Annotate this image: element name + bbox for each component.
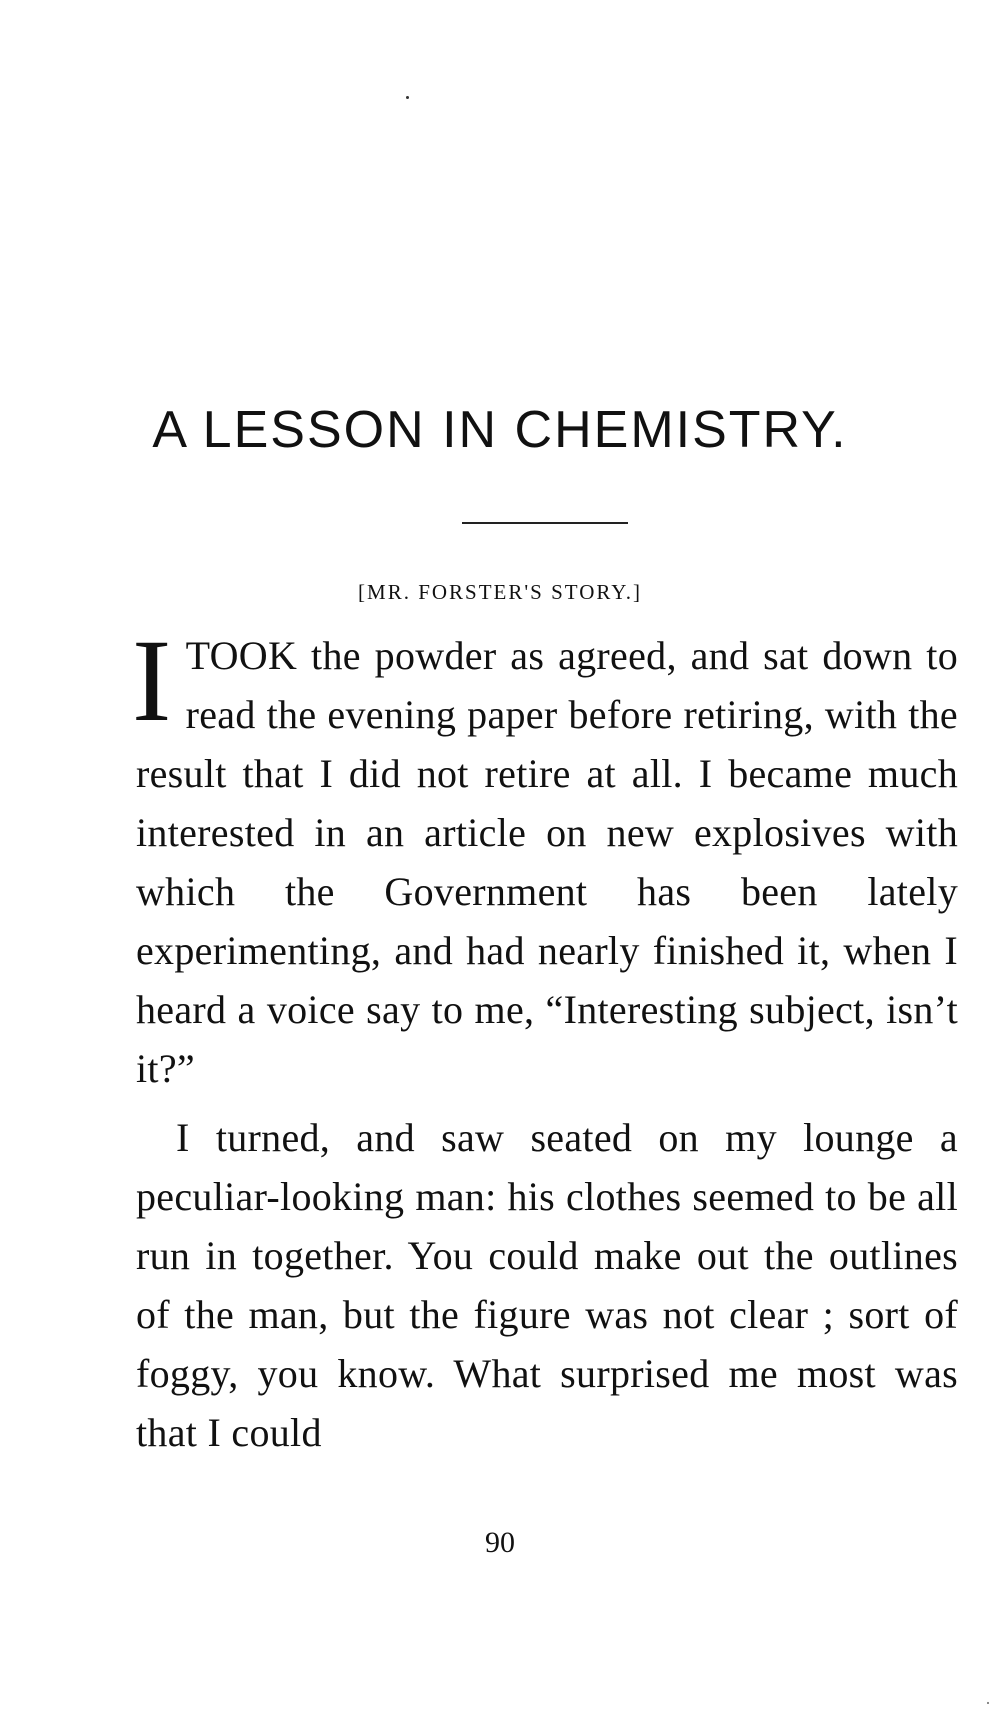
page-number: 90 — [485, 1526, 515, 1559]
scan-mark: · — [985, 1693, 991, 1713]
paragraph-1 — [132, 615, 958, 1098]
paragraph-2: I turned, and saw seated on my lounge a peculiar-looking man: his clothes seemed to be all run in together. You could make out the outlines of the man, but the figure was not clear ; sort of foggy, you know. What surprised me most was that I could — [136, 1115, 958, 1455]
ink-speck — [406, 96, 409, 99]
chapter-subtitle: [MR. FORSTER'S STORY.] — [358, 580, 642, 604]
title-divider — [462, 522, 628, 524]
drop-cap: I — [132, 615, 172, 746]
paragraph-1-text: TOOK the powder as agreed, and sat down to read the evening paper before retiring, with the result that I did not retire at all. I became much interested in an article on new explosives with which the Government has been lately experimenting, and had nearly finished it, when I heard a voice say to me, “Interesting subject, isn’t it?” — [136, 633, 958, 1091]
body-text — [132, 615, 958, 1462]
chapter-title: A LESSON IN CHEMISTRY. — [152, 401, 848, 459]
